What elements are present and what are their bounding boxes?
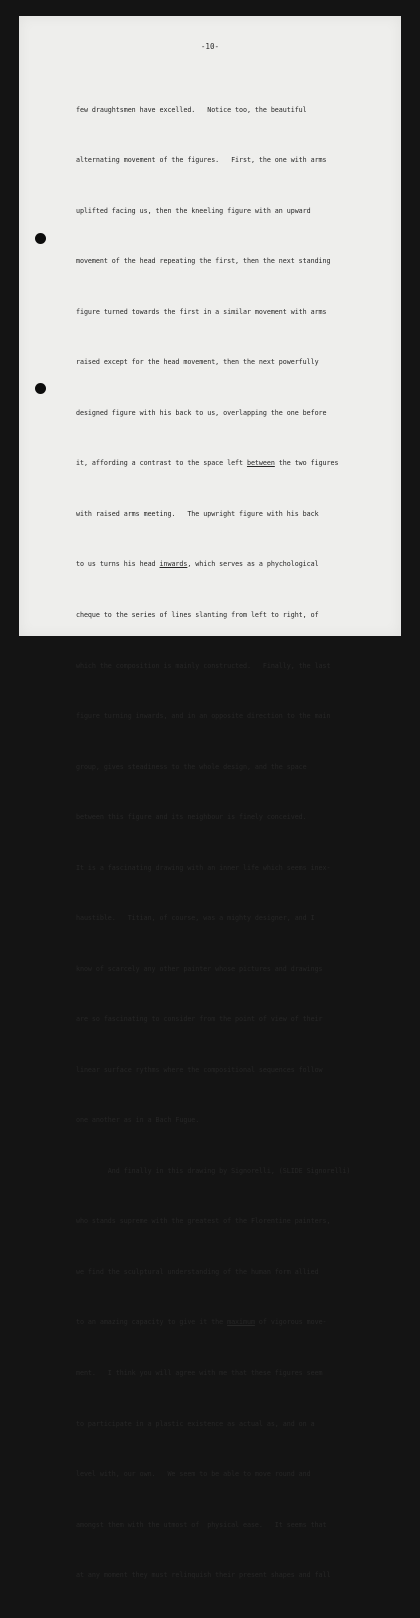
text-line: figure turned towards the first in a similar movement with arms [76,307,327,316]
text-line: at any moment they must relinquish their present shapes and fall [76,1571,331,1580]
text-line: amongst them with the utmost of physical ease. It seems that [76,1520,327,1529]
text-line: figure turning inwards, and in an opposite direction to the main [76,712,331,721]
text-line: movement of the head repeating the first, then the next standing [76,257,331,266]
text-line: level with, our own. We seem to be able to move round and [76,1470,311,1479]
text-line: linear surface rythms where the compositional sequences follow [76,1065,323,1074]
text-line: with raised arms meeting. The upwright figure with his back [76,509,319,518]
text-line: it, affording a contrast to the space left between the two figures [76,459,339,468]
underlined-word: inwards [159,560,188,569]
typed-text-body [76,68,392,1618]
text-line: know of scarcely any other painter whose pictures and drawings [76,964,323,973]
text-line: designed figure with his back to us, overlapping the one before [76,408,327,417]
document-page [19,16,401,1580]
text-line: which the composition is mainly constructed. Finally, the last [76,661,331,670]
punch-hole-bottom [35,383,46,394]
text-line: It is a fascinating drawing with an inner life which seems inex- [76,863,331,872]
text-line: who stands supreme with the greatest of the Florentine painters, [76,1217,331,1226]
text-line: to an amazing capacity to give it the maximum of vigorous move- [76,1318,327,1327]
text-line: few draughtsmen have excelled. Notice too, the beautiful [76,105,307,114]
text-line: between this figure and its neighbour is finely conceived. [76,813,307,822]
text-line: one another as in a Bach Fugue. [76,1116,200,1125]
page-number: -10- [200,42,220,51]
text-line: cheque to the series of lines slanting from left to right, of [76,611,319,619]
text-line: raised except for the head movement, then the next powerfully [76,358,319,367]
text-line: haustible. Titian, of course, was a mighty designer, and I [76,914,315,923]
punch-hole-top [35,233,46,244]
text-line: we find the sculptural understanding of the human form allied [76,1267,319,1276]
text-line: are so fascinating to consider from the point of view of their [76,1015,323,1024]
underlined-word: maximum [227,1318,255,1327]
underlined-word: between [246,459,275,468]
text-line: to participate in a plastic existence as actual as, and on a [76,1419,315,1428]
text-line: to us turns his head inwards, which serves as a phychological [76,560,319,569]
text-line: ment. I think you will agree with me that these figures seem [76,1368,323,1377]
text-line: And finally in this drawing by Signorelli, (SLIDE Signorelli) [76,1166,351,1175]
text-line: group, gives steadiness to the whole design, and the space [76,762,307,771]
text-line: alternating movement of the figures. First, the one with arms [76,156,327,165]
text-line: uplifted facing us, then the kneeling figure with an upward [76,206,311,215]
